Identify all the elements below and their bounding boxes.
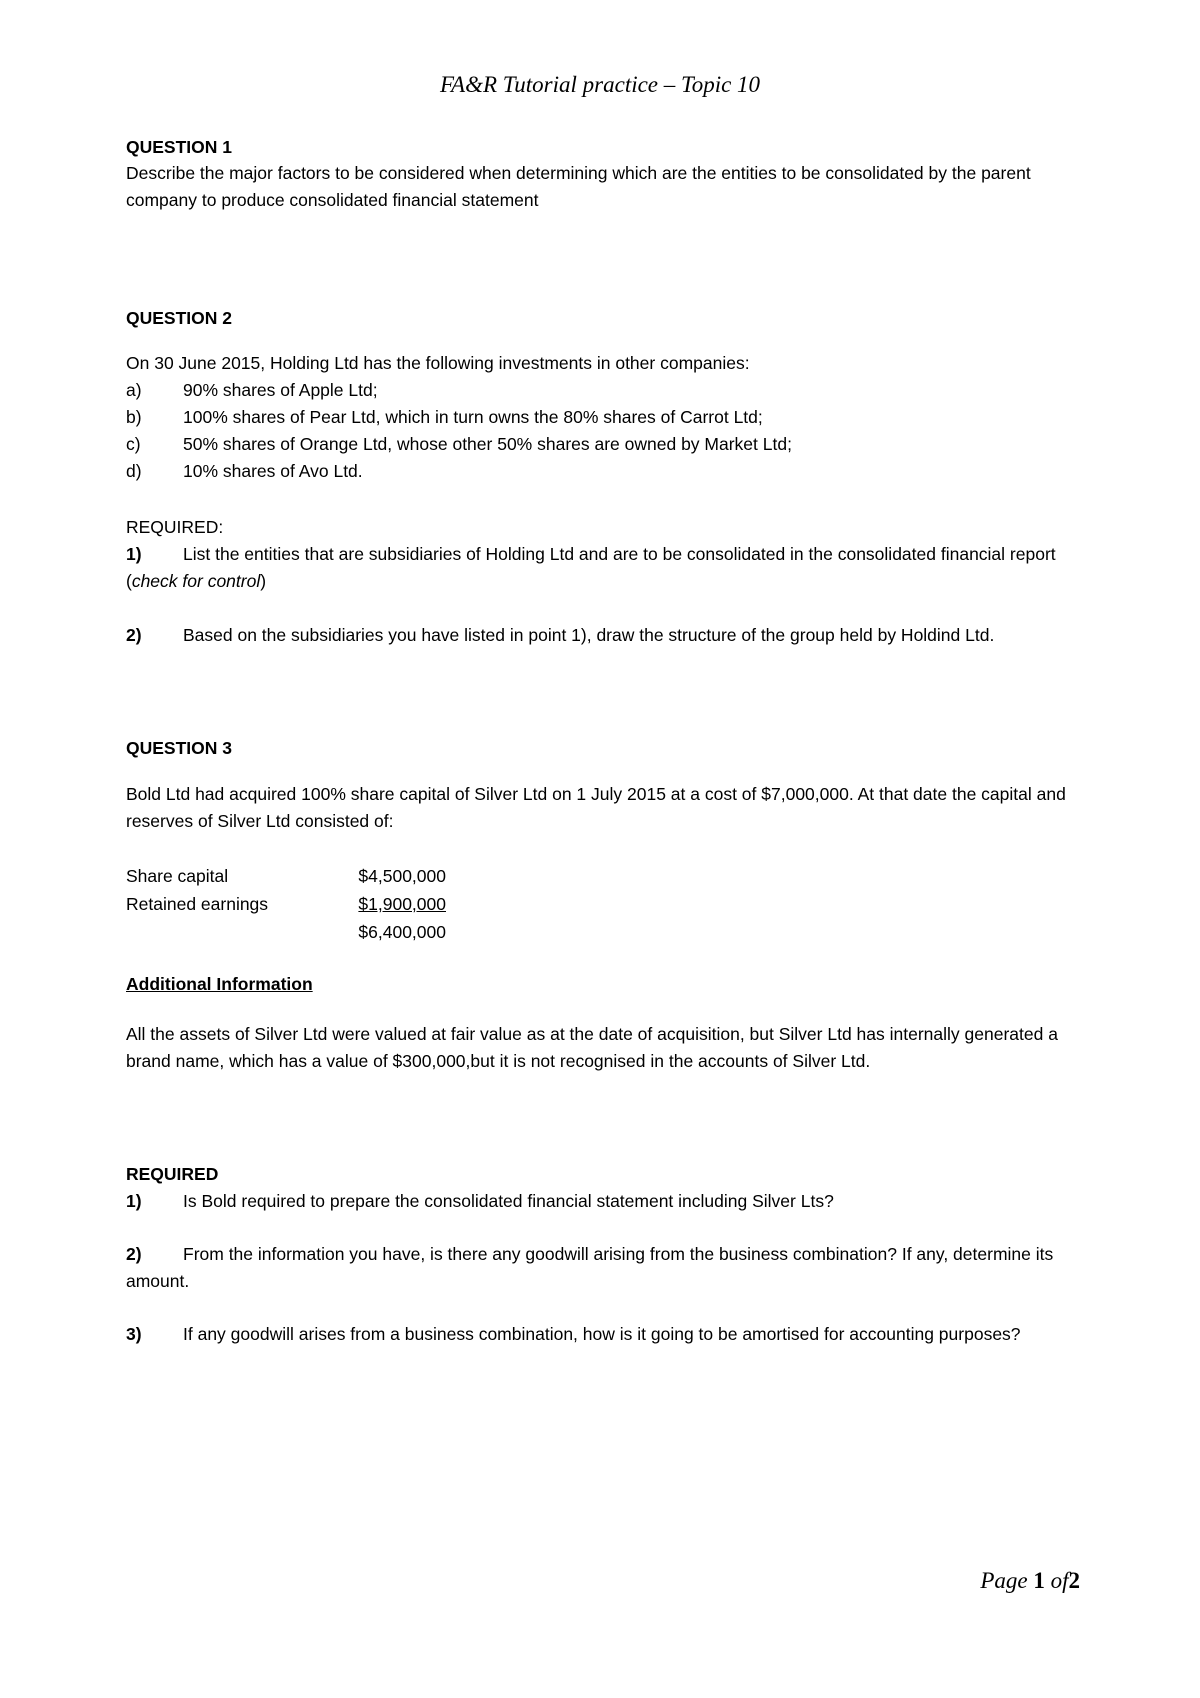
question-3-required-heading: REQUIRED: [126, 1164, 219, 1184]
list-item: [126, 377, 1086, 404]
share-capital-value: $4,500,000: [358, 866, 446, 886]
list-item: [126, 458, 1086, 485]
question-2-requirement-2: [126, 622, 1086, 649]
requirement-label: 2): [126, 625, 142, 645]
retained-earnings-label: Retained earnings: [126, 894, 269, 914]
requirement-text: Based on the subsidiaries you have listed in point 1), draw the structure of the group held by Holdind Ltd.: [183, 625, 995, 645]
share-capital-label: Share capital: [126, 866, 229, 886]
list-item: [126, 431, 1086, 458]
requirement-text: If any goodwill arises from a business combination, how is it going to be amortised for accounting purposes?: [183, 1324, 1021, 1344]
list-item-text: 90% shares of Apple Ltd;: [183, 380, 378, 400]
list-item-label: c): [126, 434, 141, 454]
additional-information-heading: Additional Information: [126, 974, 313, 994]
page-current: 1: [1033, 1568, 1045, 1593]
additional-information-text: All the assets of Silver Ltd were valued at fair value as at the date of acquisition, but Silver Ltd has internally generated a brand name, which has a value of $300,000,but it is not recognised in the accounts of Silver Ltd.: [126, 1024, 1058, 1071]
table-row: [126, 918, 1086, 946]
question-1-text: Describe the major factors to be considered when determining which are the entities to be consolidated by the parent company to produce consolidated financial statement: [126, 163, 1031, 210]
page-number: [860, 1568, 1080, 1594]
retained-earnings-value: $1,900,000: [358, 894, 446, 914]
list-item-text: 10% shares of Avo Ltd.: [183, 461, 363, 481]
question-3-requirement-1: [126, 1188, 1086, 1215]
question-1-heading: QUESTION 1: [126, 137, 232, 157]
question-2-list: [126, 377, 1086, 485]
list-item-text: 50% shares of Orange Ltd, whose other 50% shares are owned by Market Ltd;: [183, 434, 792, 454]
capital-reserves-table: [126, 862, 1086, 946]
page-word: Page: [980, 1568, 1028, 1593]
question-3-requirement-2: [126, 1241, 1086, 1295]
requirement-text: Is Bold required to prepare the consolidated financial statement including Silver Lts?: [183, 1191, 834, 1211]
total-value: $6,400,000: [358, 922, 446, 942]
requirement-label: 1): [126, 1191, 142, 1211]
of-word: of: [1050, 1568, 1069, 1593]
question-2-heading: QUESTION 2: [126, 308, 232, 328]
question-2-requirement-1: [126, 541, 1086, 595]
page-total: 2: [1068, 1568, 1080, 1593]
requirement-text-close: ): [260, 571, 267, 591]
requirement-text: List the entities that are subsidiaries of Holding Ltd and are to be consolidated in the consolidated financial report (: [126, 544, 1056, 591]
list-item-label: b): [126, 407, 142, 427]
requirement-label: 3): [126, 1324, 142, 1344]
question-2-required-heading: REQUIRED:: [126, 517, 224, 537]
list-item: [126, 404, 1086, 431]
list-item-label: d): [126, 461, 142, 481]
requirement-label: 1): [126, 544, 142, 564]
table-row: [126, 862, 1086, 890]
list-item-label: a): [126, 380, 142, 400]
question-3-heading: QUESTION 3: [126, 738, 232, 758]
document-title: FA&R Tutorial practice – Topic 10: [439, 72, 761, 97]
requirement-text: From the information you have, is there any goodwill arising from the business combination? If any, determine its amount.: [126, 1244, 1054, 1291]
question-3-requirement-3: [126, 1321, 1086, 1348]
requirement-italic-note: check for control: [131, 571, 261, 591]
list-item-text: 100% shares of Pear Ltd, which in turn owns the 80% shares of Carrot Ltd;: [183, 407, 763, 427]
question-3-intro: Bold Ltd had acquired 100% share capital of Silver Ltd on 1 July 2015 at a cost of $7,000,000. At that date the capital and reserves of Silver Ltd consisted of:: [126, 784, 1066, 831]
requirement-label: 2): [126, 1244, 142, 1264]
table-row: [126, 890, 1086, 918]
question-2-intro: On 30 June 2015, Holding Ltd has the following investments in other companies:: [126, 353, 750, 373]
